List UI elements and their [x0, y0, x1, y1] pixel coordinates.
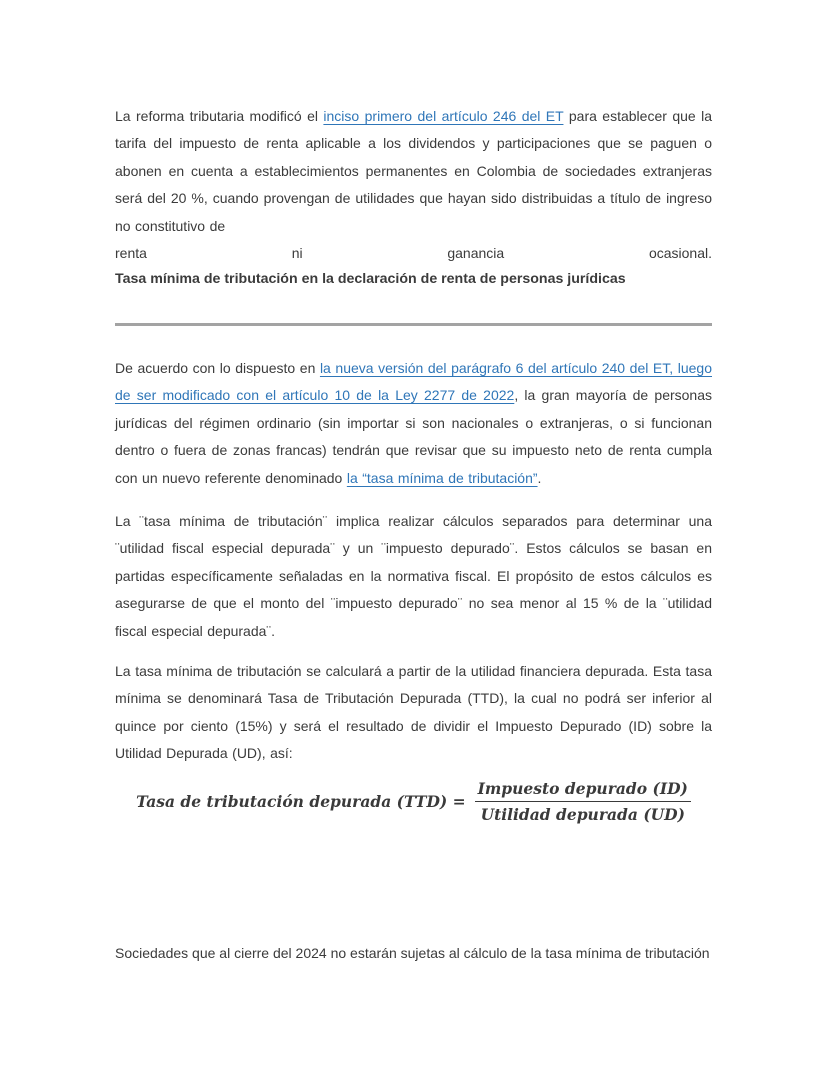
- word-ni: ni: [291, 245, 303, 262]
- paragraph-de-acuerdo: [115, 355, 712, 492]
- paragraph-reforma-pre: La reforma tributaria modificó el: [115, 108, 324, 124]
- paragraph-reforma-last-line: [115, 240, 712, 267]
- paragraph-calculos-separados: La ¨tasa mínima de tributación¨ implica realizar cálculos separados para determinar una ¨utilidad fiscal especial depurada¨ y un ¨impuesto depurado¨. Estos cálculos se basan en partidas específicamente señaladas en la normativa fiscal. El propósito de estos cálculos es asegurarse de que el monto del ¨impuesto depurado¨ no sea menor al 15 % de la ¨utilidad fiscal especial depurada¨.: [115, 513, 712, 639]
- link-paragrafo-6-articulo-240-et[interactable]: la nueva versión del parágrafo 6 del artículo 240 del ET, luego de ser modificado con el artículo 10 de la Ley 2277 de 2022: [115, 360, 712, 404]
- formula-ttd: [115, 779, 712, 824]
- subheading-sociedades-2024: Sociedades que al cierre del 2024 no estarán sujetas al cálculo de la tasa mínima de tributación: [115, 945, 710, 961]
- section-heading-tasa-minima: Tasa mínima de tributación en la declaración de renta de personas jurídicas: [115, 271, 626, 287]
- horizontal-rule: [115, 323, 712, 326]
- formula-denominator: Utilidad depurada (UD): [480, 805, 685, 824]
- paragraph-de-acuerdo-mid: , la gran mayoría de personas jurídicas del régimen ordinario (sin importar si son nacionales o extranjeras, o si funcionan dentro o fuera de zonas francas) tendrán que revisar que su impuesto neto de renta cumpla con un nuevo referente denominado: [115, 387, 712, 486]
- word-renta: renta: [115, 245, 147, 262]
- word-ganancia: ganancia: [447, 245, 505, 262]
- formula-lhs: Tasa de tributación depurada (TTD) =: [136, 792, 466, 811]
- paragraph-de-acuerdo-pre: De acuerdo con lo dispuesto en: [115, 360, 320, 376]
- paragraph-reforma-text: [115, 103, 712, 240]
- formula-numerator: Impuesto depurado (ID): [475, 779, 691, 802]
- paragraph-ttd-definicion: La tasa mínima de tributación se calculará a partir de la utilidad financiera depurada. Esta tasa mínima se denominará Tasa de Tributación Depurada (TTD), la cual no podrá ser inferior al quince por ciento (15%) y será el resultado de dividir el Impuesto Depurado (ID) sobre la Utilidad Depurada (UD), así:: [115, 663, 712, 762]
- word-ocasional: ocasional.: [648, 245, 712, 262]
- paragraph-de-acuerdo-post: .: [537, 469, 542, 486]
- link-articulo-246-et[interactable]: inciso primero del artículo 246 del ET: [323, 108, 564, 124]
- paragraph-de-acuerdo-text: [115, 355, 712, 492]
- link-tasa-minima-tributacion[interactable]: la “tasa mínima de tributación”: [346, 469, 538, 486]
- paragraph-reforma-post: para establecer que la tarifa del impuesto de renta aplicable a los dividendos y participaciones que se paguen o abonen en cuenta a establecimientos permanentes en Colombia de sociedades extranjeras será del 20 %, cuando provengan de utilidades que hayan sido distribuidas a título de ingreso no constitutivo de: [115, 108, 712, 234]
- paragraph-reforma-tributaria: [115, 103, 712, 267]
- formula-fraction: [475, 779, 691, 824]
